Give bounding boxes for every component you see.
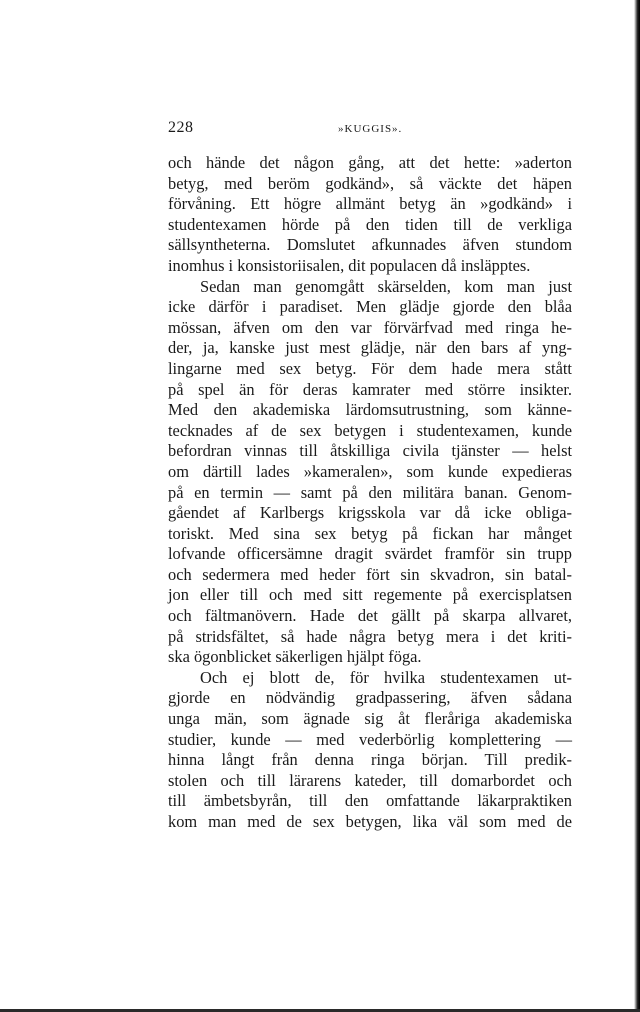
text-line: jon eller till och med sitt regemente på exercisplatsen: [168, 585, 572, 605]
text-line: lofvande officersämne dragit svärdet framför sin trupp: [168, 544, 572, 564]
page-edge-shadow: [634, 0, 640, 1012]
text-line: Med den akademiska lärdomsutrustning, som känne-: [168, 400, 572, 420]
text-line: på stridsfältet, så hade några betyg mera i det kriti-: [168, 626, 572, 646]
text-line: om därtill lades »kameralen», som kunde expedieras: [168, 461, 572, 481]
text-line: toriskt. Med sina sex betyg på fickan har månget: [168, 523, 572, 543]
text-line: på spel än för deras kamrater med större insikter.: [168, 379, 572, 399]
text-line: befordran vinnas till åtskilliga civila tjänster — helst: [168, 441, 572, 461]
text-line: på en termin — samt på den militära banan. Genom-: [168, 482, 572, 502]
text-line: Sedan man genomgått skärselden, kom man just: [200, 276, 572, 296]
text-line: ska ögonblicket säkerligen hjälpt föga.: [168, 647, 422, 667]
text-line: tecknades af de sex betygen i studentexamen, kunde: [168, 420, 572, 440]
running-head: [168, 119, 572, 139]
text-line: gåendet af Karlbergs krigsskola var då icke obliga-: [168, 503, 572, 523]
text-line: unga män, som ägnade sig åt fleråriga akademiska: [168, 709, 572, 729]
text-line: studentexamen hörde på den tiden till de verkliga: [168, 214, 572, 234]
text-line: der, ja, kanske just mest glädje, när den bars af yng-: [168, 338, 572, 358]
text-line: mössan, äfven om den var förvärfvad med ringa he-: [168, 317, 572, 337]
page-number: 228: [168, 119, 194, 136]
text-line: kom man med de sex betygen, lika väl som med de: [168, 812, 572, 831]
text-line: betyg, med beröm godkänd», så väckte det häpen: [168, 173, 572, 193]
text-line: till ämbetsbyrån, till den omfattande läkarpraktiken: [168, 791, 572, 811]
body-text: [168, 153, 572, 833]
text-line: sällsyntheterna. Domslutet afkunnades äfven stundom: [168, 235, 572, 255]
text-line: hinna långt från denna ringa början. Till predik-: [168, 750, 572, 770]
text-line: och sedermera med heder fört sin skvadron, sin batal-: [168, 564, 572, 584]
text-line: gjorde en nödvändig gradpassering, äfven sådana: [168, 688, 572, 708]
text-line: icke därför i paradiset. Men glädje gjorde den blåa: [168, 297, 572, 317]
text-line: Och ej blott de, för hvilka studentexamen ut-: [200, 667, 572, 687]
text-line: lingarne med sex betyg. För dem hade mera stått: [168, 358, 572, 378]
text-line: och hände det någon gång, att det hette: »aderton: [168, 153, 572, 172]
text-line: stolen och till lärarens kateder, till domarbordet och: [168, 770, 572, 790]
text-line: studier, kunde — med vederbörlig komplettering —: [168, 729, 572, 749]
text-line: inomhus i konsistoriisalen, dit populacen då insläpptes.: [168, 255, 531, 275]
text-line: förvåning. Ett högre allmänt betyg än »godkänd» i: [168, 194, 572, 214]
text-line: och fältmanövern. Hade det gällt på skarpa allvaret,: [168, 606, 572, 626]
running-title: »KUGGIS».: [338, 123, 403, 135]
